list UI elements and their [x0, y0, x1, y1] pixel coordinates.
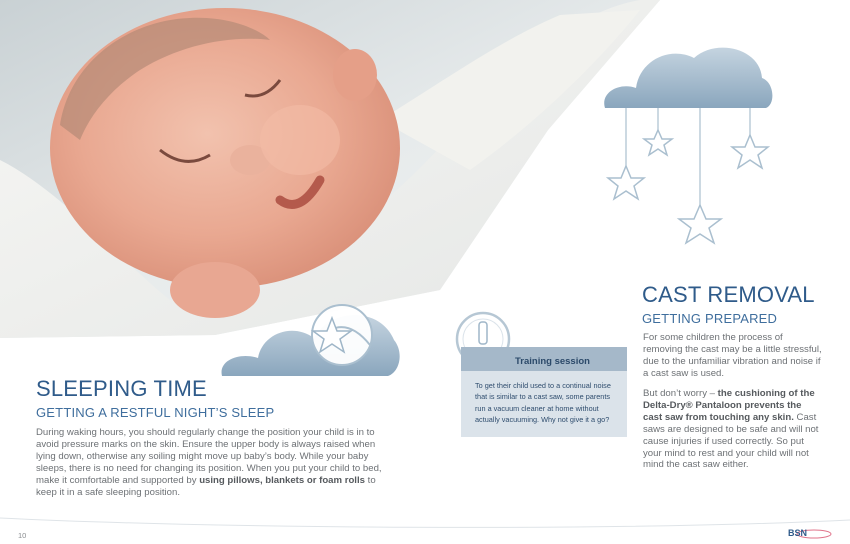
- sleeping-time-body: During waking hours, you should regularly change the position your child is in to avoid pressure marks on the skin. Ensure the upper body is always raised when lying down, otherwise any soiling might move up baby’s body. While your baby sleeps, there is no need for changing its position. When you put your child to bed, make it comfortable and supported by using pillows, blankets or foam rolls to keep it in a safe sleeping position.: [36, 427, 382, 498]
- page-number: 10: [18, 531, 27, 540]
- cast-removal-para1: For some children the process of removing the cast may be a little stressful, due to the unfamiliar vibration and noise if a cast saw is used.: [643, 332, 822, 379]
- cast-removal-para2: But don’t worry – the cushioning of the Delta-Dry® Pantaloon prevents the cast saw from touching any skin. Cast saws are designed to be safe and will not cause injuries if used correctly. So put your mind to rest and your child will not mind the cast saw either.: [643, 388, 819, 471]
- cast-removal-subtitle: GETTING PREPARED: [642, 311, 778, 326]
- sleeping-time-title: SLEEPING TIME: [36, 376, 207, 401]
- training-session-header: [461, 347, 627, 371]
- bsn-logo: [788, 526, 832, 544]
- hanging-cloud-mobile: [604, 48, 772, 243]
- training-session-box: [461, 347, 627, 437]
- cast-removal-title: CAST REMOVAL: [642, 282, 815, 307]
- training-session-title: Training session: [515, 356, 590, 367]
- training-session-text: To get their child used to a continual noise that is similar to a cast saw, some parents run a vacuum cleaner at home without actually vacuuming. Why not give it a go?: [475, 381, 611, 424]
- sleeping-time-subtitle: GETTING A RESTFUL NIGHT’S SLEEP: [36, 405, 275, 420]
- logo-text: BSN: [788, 528, 808, 538]
